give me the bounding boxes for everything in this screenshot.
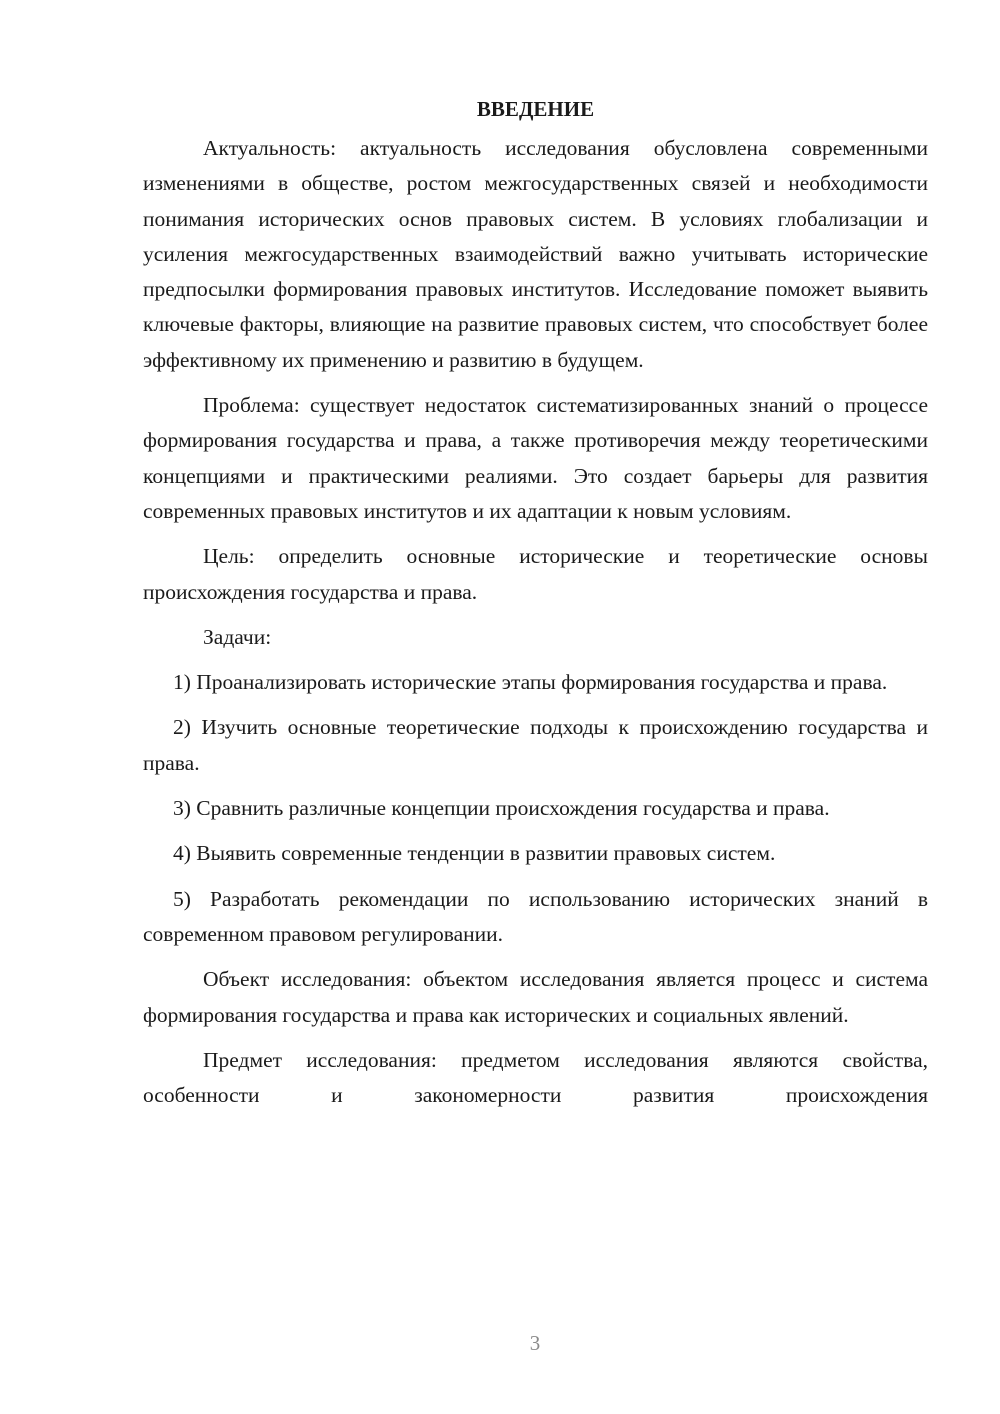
- paragraph-goal: Цель: определить основные исторические и теоретические основы происхождения государства и права.: [143, 544, 928, 604]
- paragraph-relevance: Актуальность: актуальность исследования обусловлена современными изменениями в обществе, ростом межгосударственных связей и необходимости понимания исторических основ правовых систем. В условиях глобализации и усиления межгосударственных взаимодействий важно учитывать исторические предпосылки формирования правовых институтов. Исследование поможет выявить ключевые факторы, влияющие на развитие правовых систем, что способствует более эффективному их применению и развитию в будущем.: [143, 136, 928, 372]
- paragraph-problem: Проблема: существует недостаток систематизированных знаний о процессе формирования государства и права, а также противоречия между теоретическими концепциями и практическими реалиями. Это создает барьеры для развития современных правовых институтов и их адаптации к новым условиям.: [143, 393, 928, 523]
- task-item-2: 2) Изучить основные теоретические подходы к происхождению государства и права.: [143, 715, 928, 775]
- page-number: 3: [529, 1331, 541, 1355]
- task-item-1: 1) Проанализировать исторические этапы формирования государства и права.: [173, 670, 888, 695]
- section-title: ВВЕДЕНИЕ: [476, 97, 595, 121]
- task-item-3: 3) Сравнить различные концепции происхождения государства и права.: [173, 796, 830, 821]
- paragraph-subject: Предмет исследования: предметом исследования являются свойства, особенности и закономерности развития происхождения: [143, 1047, 928, 1108]
- task-item-5: 5) Разработать рекомендации по использованию исторических знаний в современном правовом регулировании.: [143, 886, 928, 946]
- paragraph-object: Объект исследования: объектом исследования является процесс и система формирования государства и права как исторических и социальных явлений.: [143, 967, 928, 1027]
- tasks-label: Задачи:: [203, 624, 272, 649]
- document-page: [143, 92, 928, 1123]
- task-item-4: 4) Выявить современные тенденции в развитии правовых систем.: [173, 841, 776, 866]
